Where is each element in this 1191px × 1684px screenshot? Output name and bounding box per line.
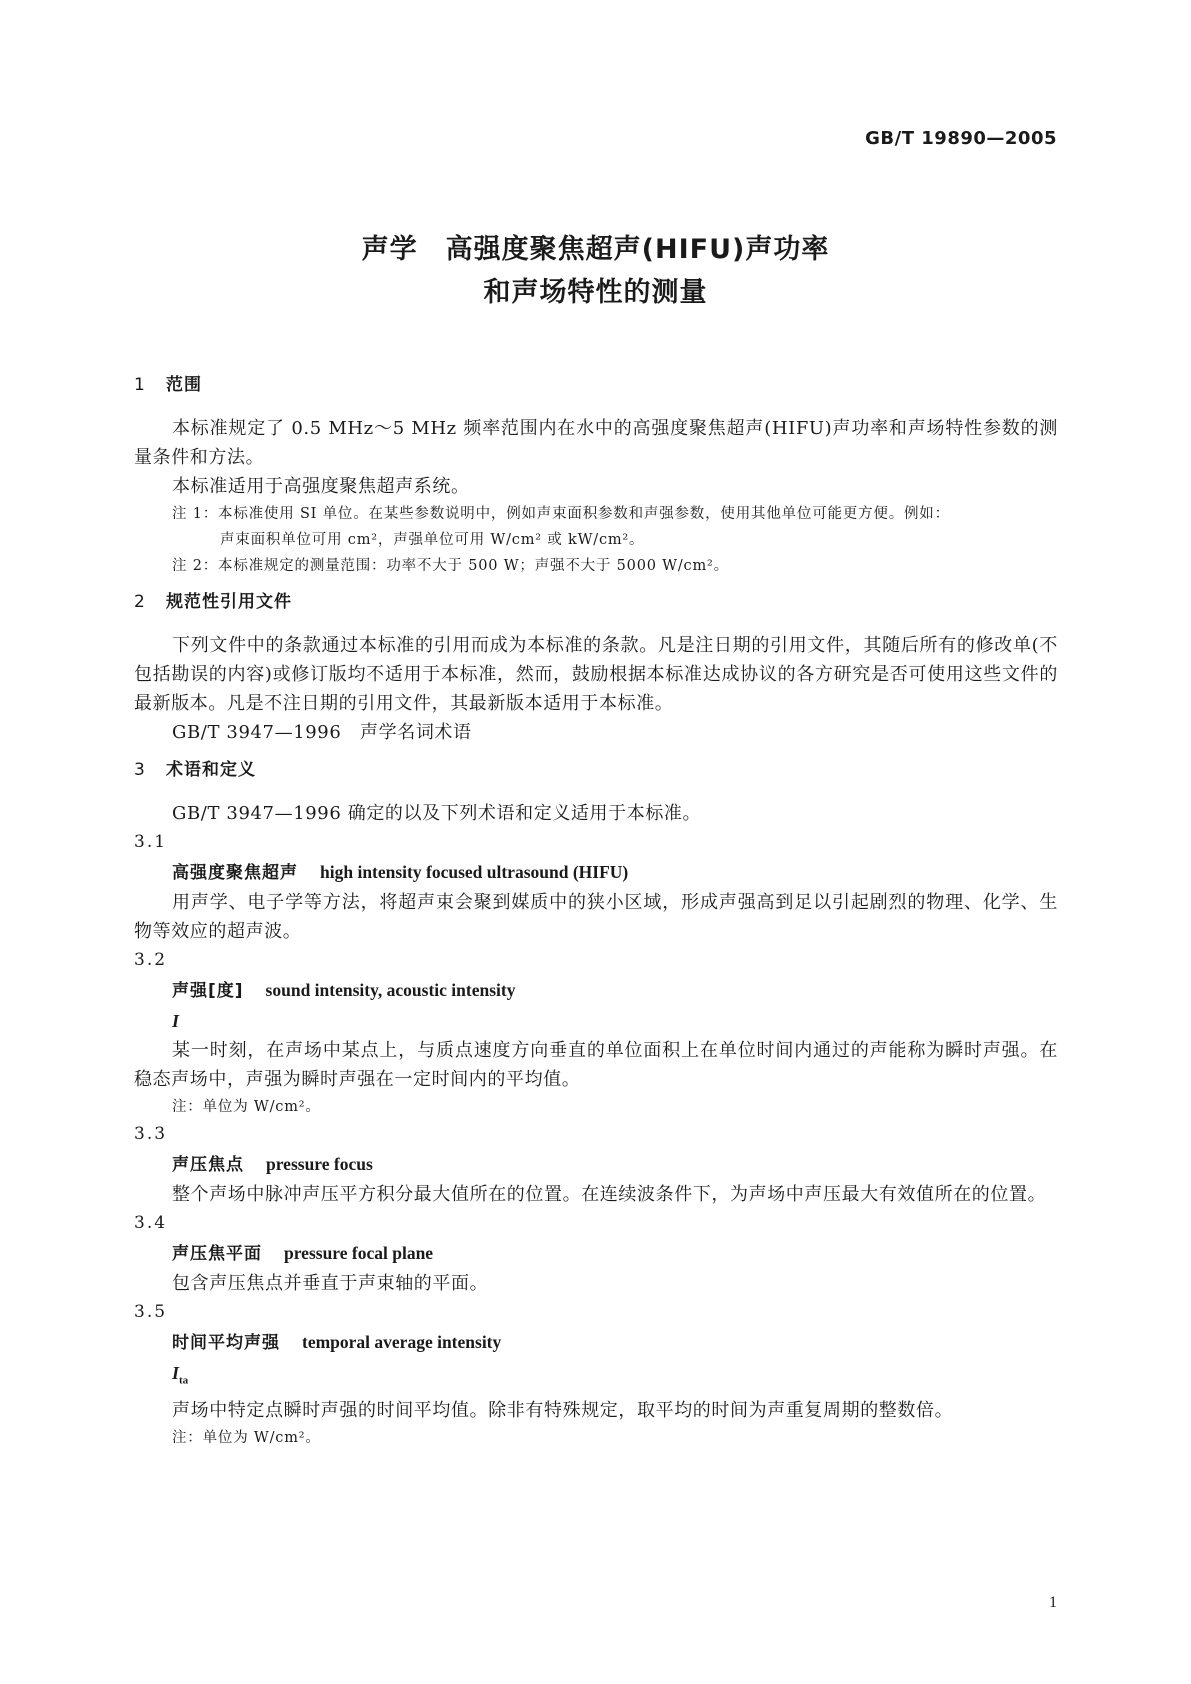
note: [134, 501, 1058, 553]
section-title: 术语和定义: [166, 760, 256, 780]
term-heading: [134, 1149, 1058, 1180]
paragraph: GB/T 3947—1996 确定的以及下列术语和定义适用于本标准。: [172, 803, 702, 824]
note: 注：单位为 W/cm²。: [172, 1429, 321, 1446]
term-definition: 包含声压焦点并垂直于声束轴的平面。: [172, 1273, 489, 1294]
document-title: [0, 228, 1191, 314]
paragraph: 本标准规定了 0.5 MHz～5 MHz 频率范围内在水中的高强度聚焦超声(HIFU)声功率和声场特性参数的测量条件和方法。: [134, 418, 1058, 468]
standard-code: GB/T 19890—2005: [865, 128, 1057, 149]
term-english: high intensity focused ultrasound (HIFU): [320, 862, 629, 882]
term-definition: 某一时刻，在声场中某点上，与质点速度方向垂直的单位面积上在单位时间内通过的声能称为瞬时声强。在稳态声场中，声强为瞬时声强在一定时间内的平均值。: [134, 1040, 1058, 1090]
term-chinese: 声强[度]: [172, 981, 244, 1001]
term-heading: [134, 857, 1058, 888]
term-heading: [134, 1327, 1058, 1358]
note: 注 2：本标准规定的测量范围：功率不大于 500 W；声强不大于 5000 W/cm²。: [172, 558, 729, 574]
term-english: pressure focus: [266, 1154, 373, 1174]
document-body: [134, 372, 1058, 1451]
section-title: 规范性引用文件: [166, 592, 292, 612]
section-number: 1: [134, 375, 146, 395]
symbol-main: I: [172, 1363, 180, 1383]
section-heading-scope: [134, 372, 1058, 398]
paragraph: 本标准适用于高强度聚焦超声系统。: [172, 476, 470, 497]
note-text-continued: 声束面积单位可用 cm²，声强单位可用 W/cm² 或 kW/cm²。: [220, 532, 645, 548]
note: 注：单位为 W/cm²。: [172, 1099, 321, 1115]
term-symbol: I: [172, 1011, 180, 1031]
term-definition: 用声学、电子学等方法，将超声束会聚到媒质中的狭小区域，形成声强高到足以引起剧烈的物理、化学、生物等效应的超声波。: [134, 892, 1058, 942]
reference-item: GB/T 3947—1996 声学名词术语: [172, 722, 472, 743]
section-heading-terms-definitions: [134, 757, 1058, 783]
term-english: sound intensity, acoustic intensity: [265, 980, 516, 1000]
paragraph: 下列文件中的条款通过本标准的引用而成为本标准的条款。凡是注日期的引用文件，其随后所有的修改单(不包括勘误的内容)或修订版均不适用于本标准，然而，鼓励根据本标准达成协议的各方研究是否可使用这些文件的最新版本。凡是不注日期的引用文件，其最新版本适用于本标准。: [134, 635, 1058, 714]
term-definition: 声场中特定点瞬时声强的时间平均值。除非有特殊规定，取平均的时间为声重复周期的整数倍。: [172, 1399, 954, 1421]
section-heading-normative-references: [134, 589, 1058, 615]
term-english: temporal average intensity: [302, 1332, 502, 1352]
term-heading: [134, 975, 1058, 1006]
term-english: pressure focal plane: [284, 1243, 434, 1263]
note-text: 注 1：本标准使用 SI 单位。在某些参数说明中，例如声束面积参数和声强参数，使用其他单位可能更方便。例如：: [172, 506, 950, 522]
term-chinese: 声压焦点: [172, 1155, 244, 1175]
clause-number: 3.4: [134, 1213, 168, 1233]
term-definition: 整个声场中脉冲声压平方积分最大值所在的位置。在连续波条件下，为声场中声压最大有效值所在的位置。: [172, 1184, 1047, 1205]
term-chinese: 声压焦平面: [172, 1244, 262, 1264]
clause-number: 3.2: [134, 950, 168, 970]
term-symbol: [134, 1358, 1058, 1396]
term-heading: [134, 1238, 1058, 1269]
term-chinese: 时间平均声强: [172, 1333, 280, 1353]
clause-number: 3.3: [134, 1124, 168, 1144]
page-number: 1: [1049, 1594, 1057, 1611]
section-number: 2: [134, 592, 146, 612]
title-line-1: 声学 高强度聚焦超声(HIFU)声功率: [361, 234, 830, 265]
title-line-2: 和声场特性的测量: [483, 277, 708, 308]
clause-number: 3.5: [134, 1302, 168, 1322]
term-chinese: 高强度聚焦超声: [172, 863, 298, 883]
section-title: 范围: [166, 375, 202, 395]
clause-number: 3.1: [134, 832, 168, 852]
symbol-subscript: ta: [179, 1374, 189, 1387]
section-number: 3: [134, 760, 146, 780]
